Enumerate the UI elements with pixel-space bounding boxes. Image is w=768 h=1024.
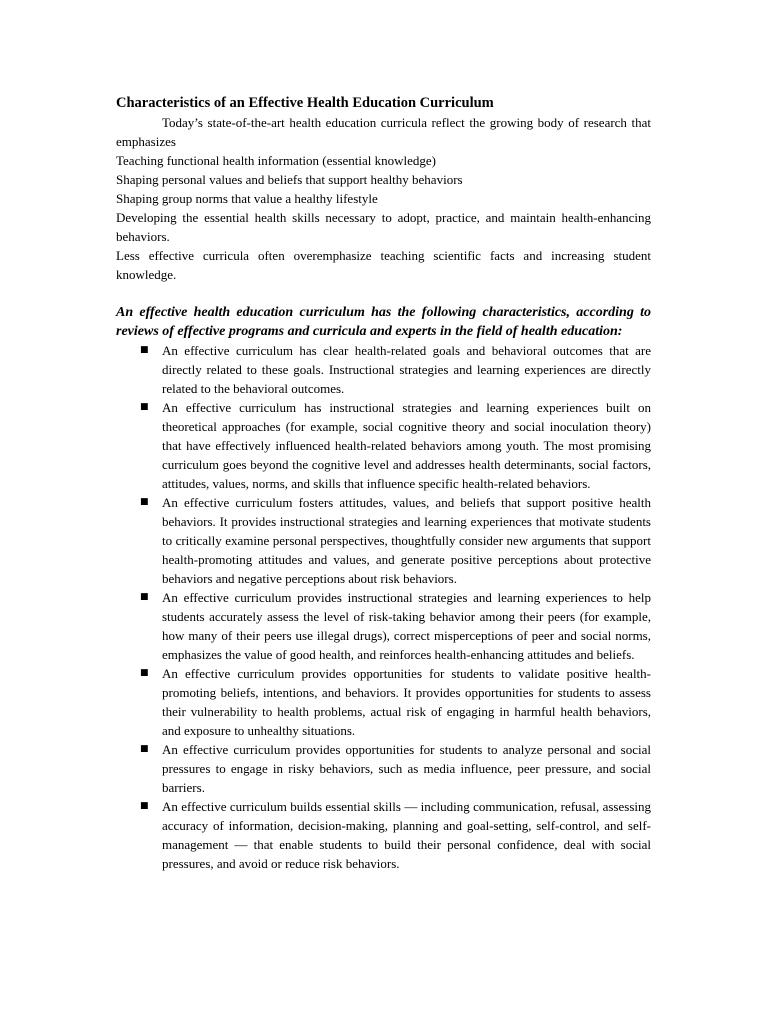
list-item-text: An effective curriculum provides opportunities for students to analyze personal and social pressures to engage in risky behaviors, such as media influence, peer pressure, and social barriers. xyxy=(162,742,651,795)
list-item-text: An effective curriculum fosters attitudes, values, and beliefs that support positive health behaviors. It provides instructional strategies and learning experiences that motivate students to critically examine personal perspectives, thoughtfully consider new arguments that support health-promoting attitudes and values, and generate positive perceptions about protective behaviors and negative perceptions about risk behaviors. xyxy=(162,495,651,586)
list-item-text: An effective curriculum provides opportunities for students to validate positive health-promoting beliefs, intentions, and behaviors. It provides opportunities for students to assess their vulnerability to health problems, actual risk of engaging in harmful health behaviors, and exposure to unhealthy situations. xyxy=(162,666,651,738)
square-bullet-icon: ■ xyxy=(140,744,149,754)
list-item xyxy=(116,664,651,740)
emphasis-item: Developing the essential health skills necessary to adopt, practice, and maintain health-enhancing behaviors. xyxy=(116,210,651,244)
square-bullet-icon: ■ xyxy=(140,801,149,811)
characteristics-list xyxy=(116,341,651,873)
square-bullet-icon: ■ xyxy=(140,402,149,412)
list-item-text: An effective curriculum builds essential skills — including communication, refusal, assessing accuracy of information, decision-making, planning and goal-setting, self-control, and self-management — that enable students to build their personal confidence, deal with social pressures, and avoid or reduce risk behaviors. xyxy=(162,799,651,871)
list-item-text: An effective curriculum provides instructional strategies and learning experiences to help students accurately assess the level of risk-taking behavior among their peers (for example, how many of their peers use illegal drugs), correct misperceptions of peer and social norms, emphasizes the value of good health, and reinforces health-enhancing attitudes and beliefs. xyxy=(162,590,651,662)
list-item-text: An effective curriculum has clear health-related goals and behavioral outcomes that are directly related to these goals. Instructional strategies and learning experiences are directly related to the behavioral outcomes. xyxy=(162,343,651,396)
list-item xyxy=(116,797,651,873)
document-page xyxy=(116,94,651,873)
list-item xyxy=(116,341,651,398)
square-bullet-icon: ■ xyxy=(140,345,149,355)
list-item xyxy=(116,493,651,588)
square-bullet-icon: ■ xyxy=(140,668,149,678)
document-title: Characteristics of an Effective Health Education Curriculum xyxy=(116,95,494,111)
list-item-text: An effective curriculum has instructional strategies and learning experiences built on theoretical approaches (for example, social cognitive theory and social inoculation theory) that have effectively influenced health-related behaviors among youth. The most promising curriculum goes beyond the cognitive level and addresses health determinants, social factors, attitudes, values, norms, and skills that influence specific health-related behaviors. xyxy=(162,400,651,491)
list-item xyxy=(116,398,651,493)
emphasis-item: Teaching functional health information (essential knowledge) xyxy=(116,153,437,168)
intro-paragraph: Today’s state-of-the-art health education curricula reflect the growing body of research that emphasizes xyxy=(116,115,651,149)
list-item xyxy=(116,588,651,664)
paragraph-spacer xyxy=(116,284,651,303)
contrast-paragraph: Less effective curricula often overemphasize teaching scientific facts and increasing student knowledge. xyxy=(116,248,651,282)
emphasis-item: Shaping group norms that value a healthy lifestyle xyxy=(116,191,378,206)
square-bullet-icon: ■ xyxy=(140,592,149,602)
square-bullet-icon: ■ xyxy=(140,497,149,507)
list-item xyxy=(116,740,651,797)
characteristics-lead: An effective health education curriculum has the following characteristics, according to reviews of effective programs and curricula and experts in the field of health education: xyxy=(116,305,651,339)
emphasis-item: Shaping personal values and beliefs that support healthy behaviors xyxy=(116,172,463,187)
